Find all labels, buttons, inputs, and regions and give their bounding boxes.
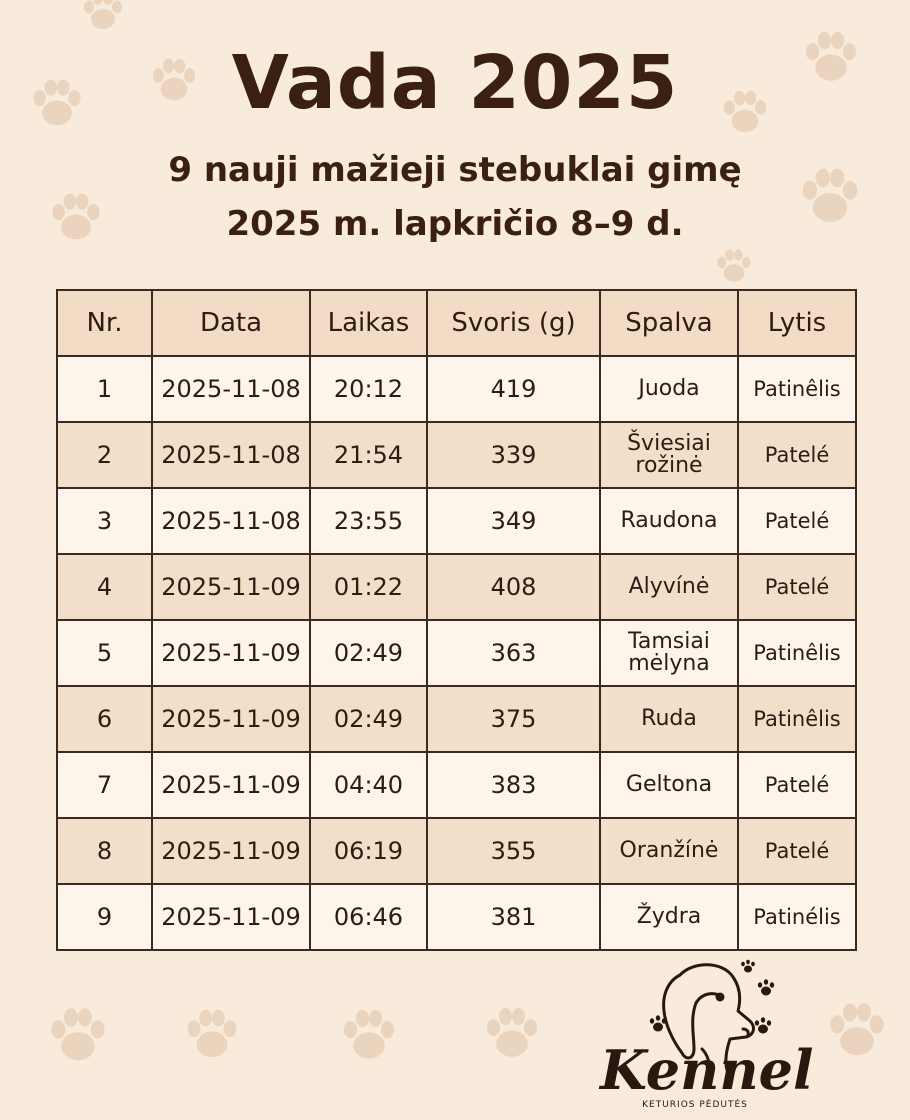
cell-color: Tamsiai mėlyna xyxy=(600,620,738,686)
header-nr: Nr. xyxy=(57,290,152,356)
cell-time: 02:49 xyxy=(310,620,427,686)
cell-color: Alyvínė xyxy=(600,554,738,620)
subtitle-line-1: 9 nauji mažieji stebuklai gimę xyxy=(168,150,742,190)
cell-date: 2025-11-09 xyxy=(152,620,310,686)
cell-color: Geltona xyxy=(600,752,738,818)
table-row xyxy=(57,422,856,488)
cell-sex: Patinêlis xyxy=(738,686,856,752)
cell-sex: Patinélis xyxy=(738,884,856,950)
cell-weight: 381 xyxy=(427,884,600,950)
cell-nr: 4 xyxy=(57,554,152,620)
cell-date: 2025-11-09 xyxy=(152,686,310,752)
cell-sex: Patelé xyxy=(738,422,856,488)
cell-time: 04:40 xyxy=(310,752,427,818)
cell-time: 06:46 xyxy=(310,884,427,950)
cell-nr: 7 xyxy=(57,752,152,818)
cell-nr: 2 xyxy=(57,422,152,488)
header-time: Laikas xyxy=(310,290,427,356)
cell-date: 2025-11-09 xyxy=(152,818,310,884)
litter-table xyxy=(56,289,857,951)
cell-sex: Patelé xyxy=(738,554,856,620)
table-row xyxy=(57,620,856,686)
cell-nr: 6 xyxy=(57,686,152,752)
kennel-brand: Kennel xyxy=(600,1038,814,1102)
cell-color: Juoda xyxy=(600,356,738,422)
page-title: Vada 2025 xyxy=(231,40,679,126)
table-row xyxy=(57,818,856,884)
paw-icon xyxy=(820,995,894,1065)
header-date: Data xyxy=(152,290,310,356)
cell-sex: Patinêlis xyxy=(738,620,856,686)
cell-weight: 349 xyxy=(427,488,600,554)
cell-date: 2025-11-09 xyxy=(152,884,310,950)
cell-time: 02:49 xyxy=(310,686,427,752)
paw-icon xyxy=(704,244,764,288)
cell-weight: 419 xyxy=(427,356,600,422)
paw-icon xyxy=(478,1000,546,1066)
table-row xyxy=(57,488,856,554)
cell-sex: Patelé xyxy=(738,818,856,884)
cell-nr: 1 xyxy=(57,356,152,422)
cell-date: 2025-11-09 xyxy=(152,554,310,620)
cell-color: Žydra xyxy=(600,884,738,950)
cell-nr: 5 xyxy=(57,620,152,686)
cell-weight: 355 xyxy=(427,818,600,884)
cell-nr: 8 xyxy=(57,818,152,884)
subtitle-line-2: 2025 m. lapkričio 8–9 d. xyxy=(226,204,684,244)
table-row xyxy=(57,752,856,818)
cell-sex: Patelé xyxy=(738,752,856,818)
cell-weight: 408 xyxy=(427,554,600,620)
cell-time: 20:12 xyxy=(310,356,427,422)
paw-icon xyxy=(334,1002,404,1068)
table-row xyxy=(57,884,856,950)
cell-sex: Patelé xyxy=(738,488,856,554)
cell-nr: 3 xyxy=(57,488,152,554)
cell-time: 06:19 xyxy=(310,818,427,884)
cell-weight: 375 xyxy=(427,686,600,752)
table-row xyxy=(57,356,856,422)
cell-date: 2025-11-08 xyxy=(152,422,310,488)
cell-weight: 339 xyxy=(427,422,600,488)
kennel-tagline: KETURIOS PĖDUTĖS xyxy=(642,1100,748,1110)
header-sex: Lytis xyxy=(738,290,856,356)
cell-nr: 9 xyxy=(57,884,152,950)
table-header-row xyxy=(57,290,856,356)
cell-sex: Patinêlis xyxy=(738,356,856,422)
cell-weight: 363 xyxy=(427,620,600,686)
cell-date: 2025-11-08 xyxy=(152,356,310,422)
cell-weight: 383 xyxy=(427,752,600,818)
header-weight: Svoris (g) xyxy=(427,290,600,356)
cell-time: 21:54 xyxy=(310,422,427,488)
table-row xyxy=(57,686,856,752)
cell-time: 01:22 xyxy=(310,554,427,620)
cell-date: 2025-11-09 xyxy=(152,752,310,818)
cell-color: Ruda xyxy=(600,686,738,752)
paw-icon xyxy=(68,0,138,36)
table-row xyxy=(57,554,856,620)
header-color: Spalva xyxy=(600,290,738,356)
cell-time: 23:55 xyxy=(310,488,427,554)
cell-color: Šviesiai rožinė xyxy=(600,422,738,488)
cell-color: Oranžínė xyxy=(600,818,738,884)
paw-icon xyxy=(180,1002,244,1066)
cell-date: 2025-11-08 xyxy=(152,488,310,554)
cell-color: Raudona xyxy=(600,488,738,554)
paw-icon xyxy=(40,1000,116,1070)
